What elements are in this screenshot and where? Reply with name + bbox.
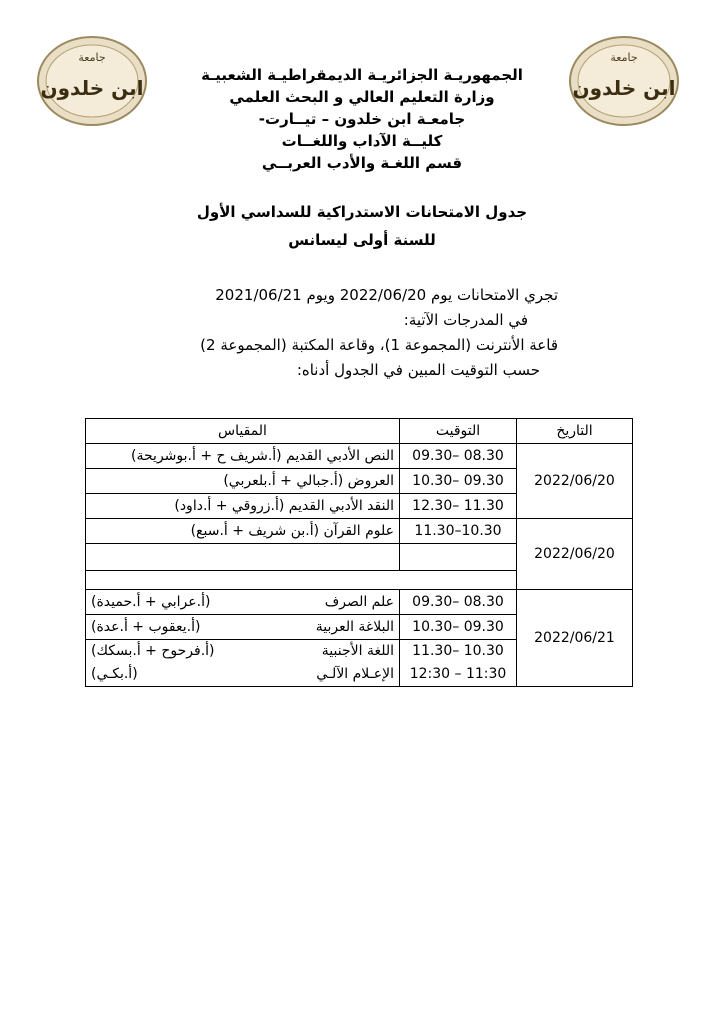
- header-date: التاريخ: [517, 419, 633, 444]
- seal-top-text: جامعة: [78, 51, 106, 64]
- time-cell: 09.30 –10.30: [400, 615, 517, 640]
- info-halls-label: في المدرجات الآتية:: [403, 311, 528, 329]
- info-schedule-note: حسب التوقيت المبين في الجدول أدناه:: [296, 361, 540, 379]
- empty-cell: [400, 544, 517, 571]
- table-row: [86, 444, 633, 469]
- time-value: 10.30 –11.30: [412, 643, 504, 659]
- exam-schedule-table: [85, 418, 633, 687]
- title-level: للسنة أولى ليسانس: [288, 231, 436, 249]
- table-header-row: [86, 419, 633, 444]
- subject-cell: النص الأدبي القديم (أ.شريف ح + أ.بوشريحة): [86, 444, 400, 469]
- empty-cell: [86, 544, 400, 571]
- time-cell: 09.30 –10.30: [400, 469, 517, 494]
- institution-header: [190, 64, 534, 174]
- seal-top-text: جامعة: [610, 51, 638, 64]
- time-value: 11:30 – 12:30: [409, 666, 507, 682]
- university-logo-right: [568, 35, 680, 127]
- header-republic: الجمهوريـة الجزائريـة الديمقراطيـة الشعبيـة: [201, 66, 523, 84]
- info-dates: تجري الامتحانات يوم 2022/06/20 ويوم 2021/06/21: [215, 286, 558, 304]
- header-ministry: وزارة التعليم العالي و البحث العلمي: [229, 88, 495, 106]
- subject-cell: [86, 590, 400, 615]
- date-cell: 2022/06/21: [517, 590, 633, 687]
- header-faculty: كليــة الآداب واللغــات: [281, 132, 443, 150]
- subject-teachers: (أ.يعقوب + أ.عدة): [91, 619, 201, 635]
- table-row: [86, 590, 633, 615]
- header-department: قسم اللغـة والأدب العربــي: [261, 154, 463, 172]
- exam-info: [140, 283, 558, 383]
- header-university: جامعـة ابن خلدون – تيــارت-: [258, 110, 466, 128]
- subject-name: اللغة الأجنبية: [321, 643, 394, 659]
- time-cell: 08.30 –09.30: [400, 590, 517, 615]
- time-cell: 11.30 –12.30: [400, 494, 517, 519]
- header-subject: المقياس: [86, 419, 400, 444]
- university-seal-icon: [568, 35, 680, 127]
- seal-main-text: ابن خلدون: [572, 76, 676, 100]
- document-title: [180, 198, 544, 254]
- university-seal-icon: [36, 35, 148, 127]
- university-logo-left: [36, 35, 148, 127]
- subject-cell: العروض (أ.جبالي + أ.بلعربي): [86, 469, 400, 494]
- subject-cell: [86, 615, 400, 640]
- header-time: التوقيت: [400, 419, 517, 444]
- subject-name: علم الصرف: [324, 594, 394, 610]
- empty-cell: [86, 571, 517, 590]
- time-cell: [400, 640, 517, 687]
- subject-name: الإعـلام الآلـي: [316, 666, 394, 682]
- table-row: [86, 519, 633, 544]
- subject-cell: علوم القرآن (أ.بن شريف + أ.سبع): [86, 519, 400, 544]
- subject-name: البلاغة العربية: [315, 619, 394, 635]
- title-main: جدول الامتحانات الاستدراكية للسداسي الأول: [196, 203, 528, 221]
- subject-teachers: (أ.فرحوح + أ.بسكك): [91, 643, 215, 659]
- time-cell: 08.30 –09.30: [400, 444, 517, 469]
- time-cell: 10.30–11.30: [400, 519, 517, 544]
- seal-main-text: ابن خلدون: [40, 76, 144, 100]
- info-halls: قاعة الأنترنت (المجموعة 1)، وقاعة المكتبة (المجموعة 2): [200, 336, 558, 354]
- subject-teachers: (أ.عرابي + أ.حميدة): [91, 594, 211, 610]
- subject-teachers: (أ.بكـي): [91, 666, 138, 682]
- date-cell: 2022/06/20: [517, 444, 633, 519]
- date-cell: 2022/06/20: [517, 519, 633, 590]
- subject-cell: [86, 640, 400, 687]
- subject-cell: النقد الأدبي القديم (أ.زروقي + أ.داود): [86, 494, 400, 519]
